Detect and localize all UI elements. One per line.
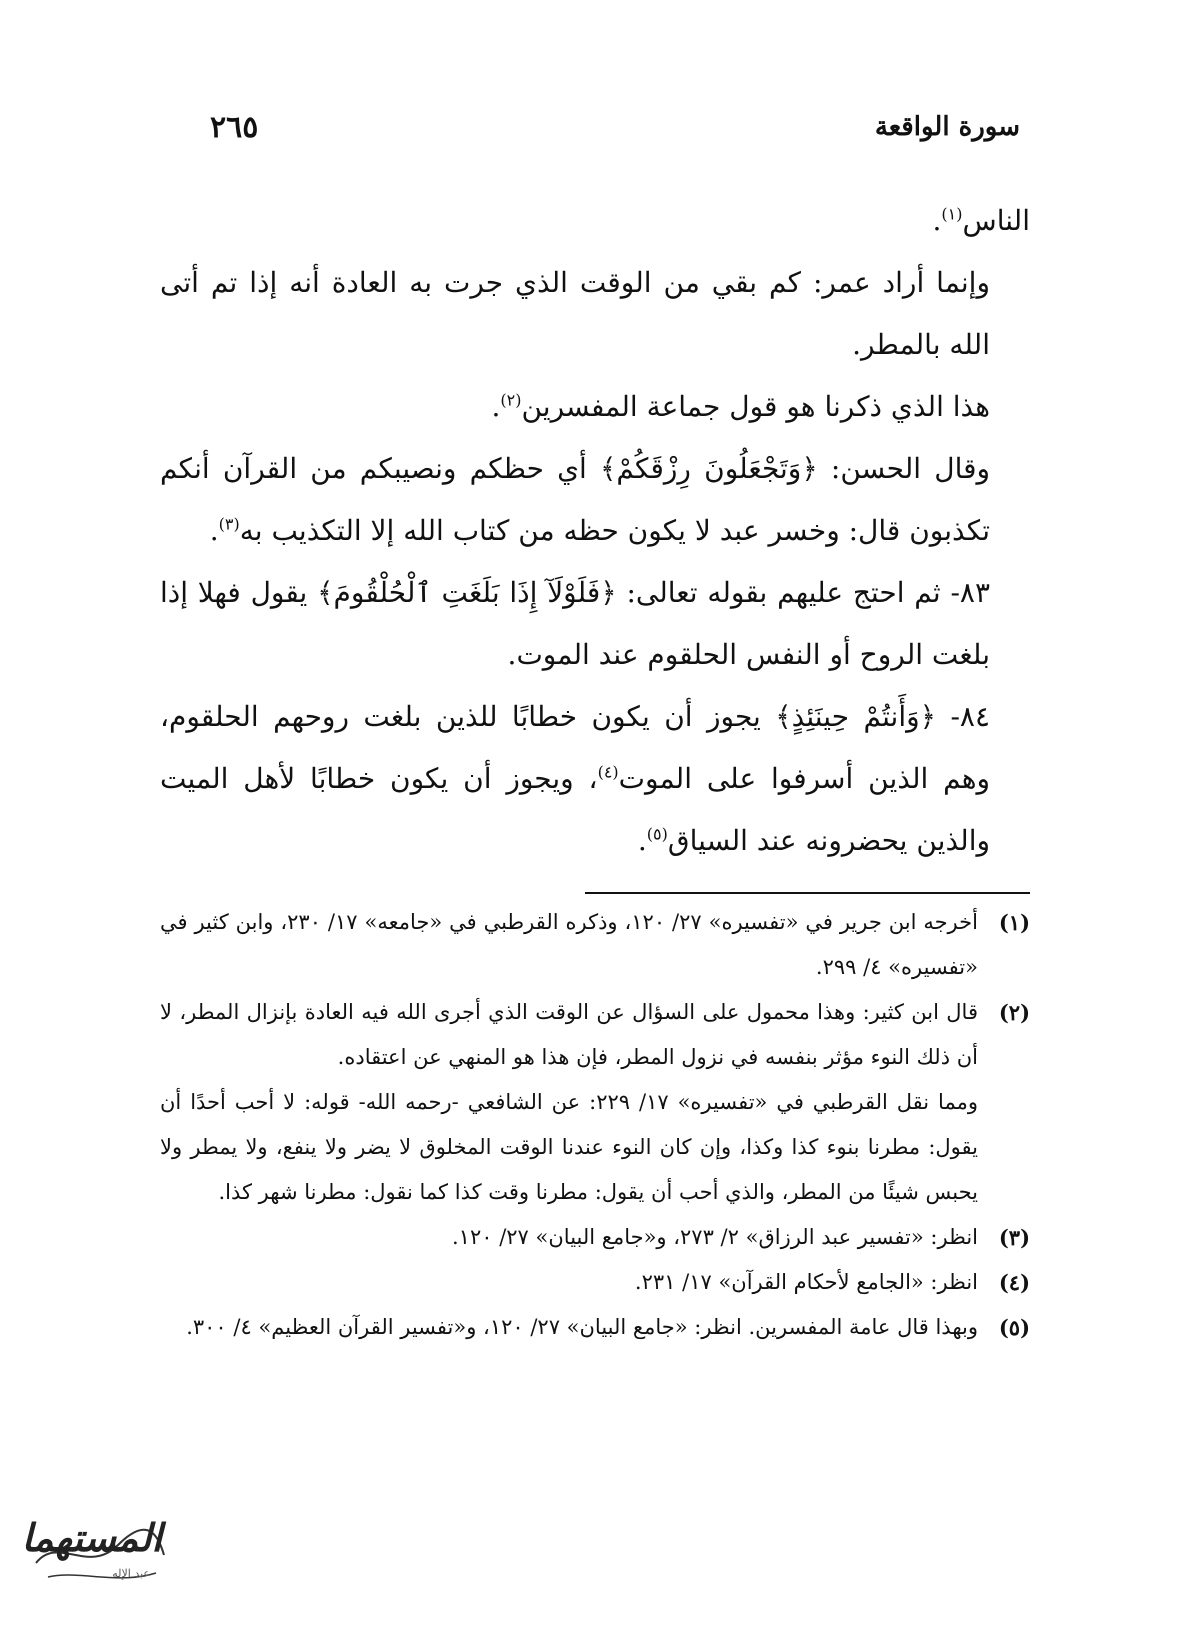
- paragraph-1: [160, 190, 1030, 252]
- paragraph-6-end: .: [637, 824, 647, 857]
- footnote-1-text: أخرجه ابن جرير في «تفسيره» ٢٧/ ١٢٠، وذكره القرطبي في «جامعه» ١٧/ ٢٣٠، وابن كثير في «تفسيره» ٤/ ٢٩٩.: [160, 910, 978, 979]
- footnote-5-text: وبهذا قال عامة المفسرين. انظر: «جامع البيان» ٢٧/ ١٢٠، و«تفسير القرآن العظيم» ٤/ ٣٠٠.: [186, 1315, 978, 1339]
- surah-title: سورة الواقعة: [874, 112, 1020, 142]
- footnote-2-number: (٢): [998, 1000, 1030, 1025]
- footnote-ref-1[interactable]: (١): [941, 204, 963, 224]
- footnote-2-text: قال ابن كثير: وهذا محمول على السؤال عن الوقت الذي أجرى الله فيه العادة بإنزال المطر، لا أن ذلك النوء مؤثر بنفسه في نزول المطر، فإن هذا هو المنهي عن اعتقاده.: [160, 1000, 978, 1069]
- paragraph-1-text: الناس: [962, 204, 1030, 237]
- footnote-4: [160, 1260, 1030, 1305]
- footnote-3-text: انظر: «تفسير عبد الرزاق» ٢/ ٢٧٣، و«جامع البيان» ٢٧/ ١٢٠.: [451, 1225, 978, 1249]
- page-number: ٢٦٥: [210, 110, 259, 145]
- logo-caption: عبد الإله: [112, 1567, 150, 1580]
- paragraph-3-text: هذا الذي ذكرنا هو قول جماعة المفسرين: [521, 390, 990, 423]
- footnote-ref-3[interactable]: (٣): [218, 514, 240, 534]
- paragraph-4-text: وقال الحسن: ﴿وَتَجْعَلُونَ رِزْقَكُمْ﴾ أي حظكم ونصيبكم من القرآن أنكم تكذبون قال: وخسر عبد لا يكون حظه من كتاب الله إلا التكذيب به: [160, 452, 991, 547]
- footnote-2: [160, 990, 1030, 1080]
- paragraph-6-part-b: ، ويجوز أن يكون خطابًا لأهل الميت والذين يحضرونه عند السياق: [160, 762, 990, 857]
- footnote-2-continuation: ومما نقل القرطبي في «تفسيره» ١٧/ ٢٢٩: عن الشافعي -رحمه الله- قوله: لا أحب أحدًا أن يقول: مطرنا بنوء كذا وكذا، وإن كان النوء عندنا الوقت المخلوق لا يضر ولا ينفع، ولا يمطر ولا يحبس شيئًا من المطر، والذي أحب أن يقول: مطرنا وقت كذا كما نقول: مطرنا شهر كذا.: [160, 1090, 978, 1204]
- footnote-3: [160, 1215, 1030, 1260]
- main-text: [160, 190, 1030, 872]
- footnote-3-number: (٣): [998, 1225, 1030, 1250]
- paragraph-4: [160, 438, 1030, 562]
- footnote-1: [160, 900, 1030, 990]
- logo-script: المستهما: [21, 1515, 162, 1560]
- paragraph-4-end: .: [209, 514, 219, 547]
- footnote-ref-4[interactable]: (٤): [597, 762, 619, 782]
- footnote-4-number: (٤): [998, 1270, 1030, 1295]
- footnote-5: [160, 1305, 1030, 1350]
- footnotes: [160, 900, 1030, 1350]
- footnote-1-number: (١): [998, 910, 1030, 935]
- footnote-5-number: (٥): [998, 1315, 1030, 1340]
- footnote-ref-2[interactable]: (٢): [500, 390, 522, 410]
- page-header: [160, 108, 1020, 152]
- paragraph-5: ٨٣- ثم احتج عليهم بقوله تعالى: ﴿فَلَوْلَآ إِذَا بَلَغَتِ ٱلْحُلْقُومَ﴾ يقول فهلا إذا بلغت الروح أو النفس الحلقوم عند الموت.: [160, 576, 990, 671]
- paragraph-6: [160, 686, 1030, 872]
- footnote-4-text: انظر: «الجامع لأحكام القرآن» ١٧/ ٢٣١.: [634, 1270, 978, 1294]
- paragraph-2: وإنما أراد عمر: كم بقي من الوقت الذي جرت به العادة أنه إذا تم أتى الله بالمطر.: [160, 266, 990, 361]
- paragraph-1-end: .: [932, 204, 942, 237]
- paragraph-3-end: .: [491, 390, 501, 423]
- footnote-divider: [585, 892, 1030, 894]
- footnote-ref-5[interactable]: (٥): [646, 824, 668, 844]
- paragraph-3: [160, 376, 1030, 438]
- publisher-logo: [21, 1515, 168, 1595]
- paragraph-6-part-a: ٨٤- ﴿وَأَنتُمْ حِينَئِذٍ﴾ يجوز أن يكون خطابًا للذين بلغت روحهم الحلقوم، وهم الذين أسرفوا على الموت: [160, 700, 991, 795]
